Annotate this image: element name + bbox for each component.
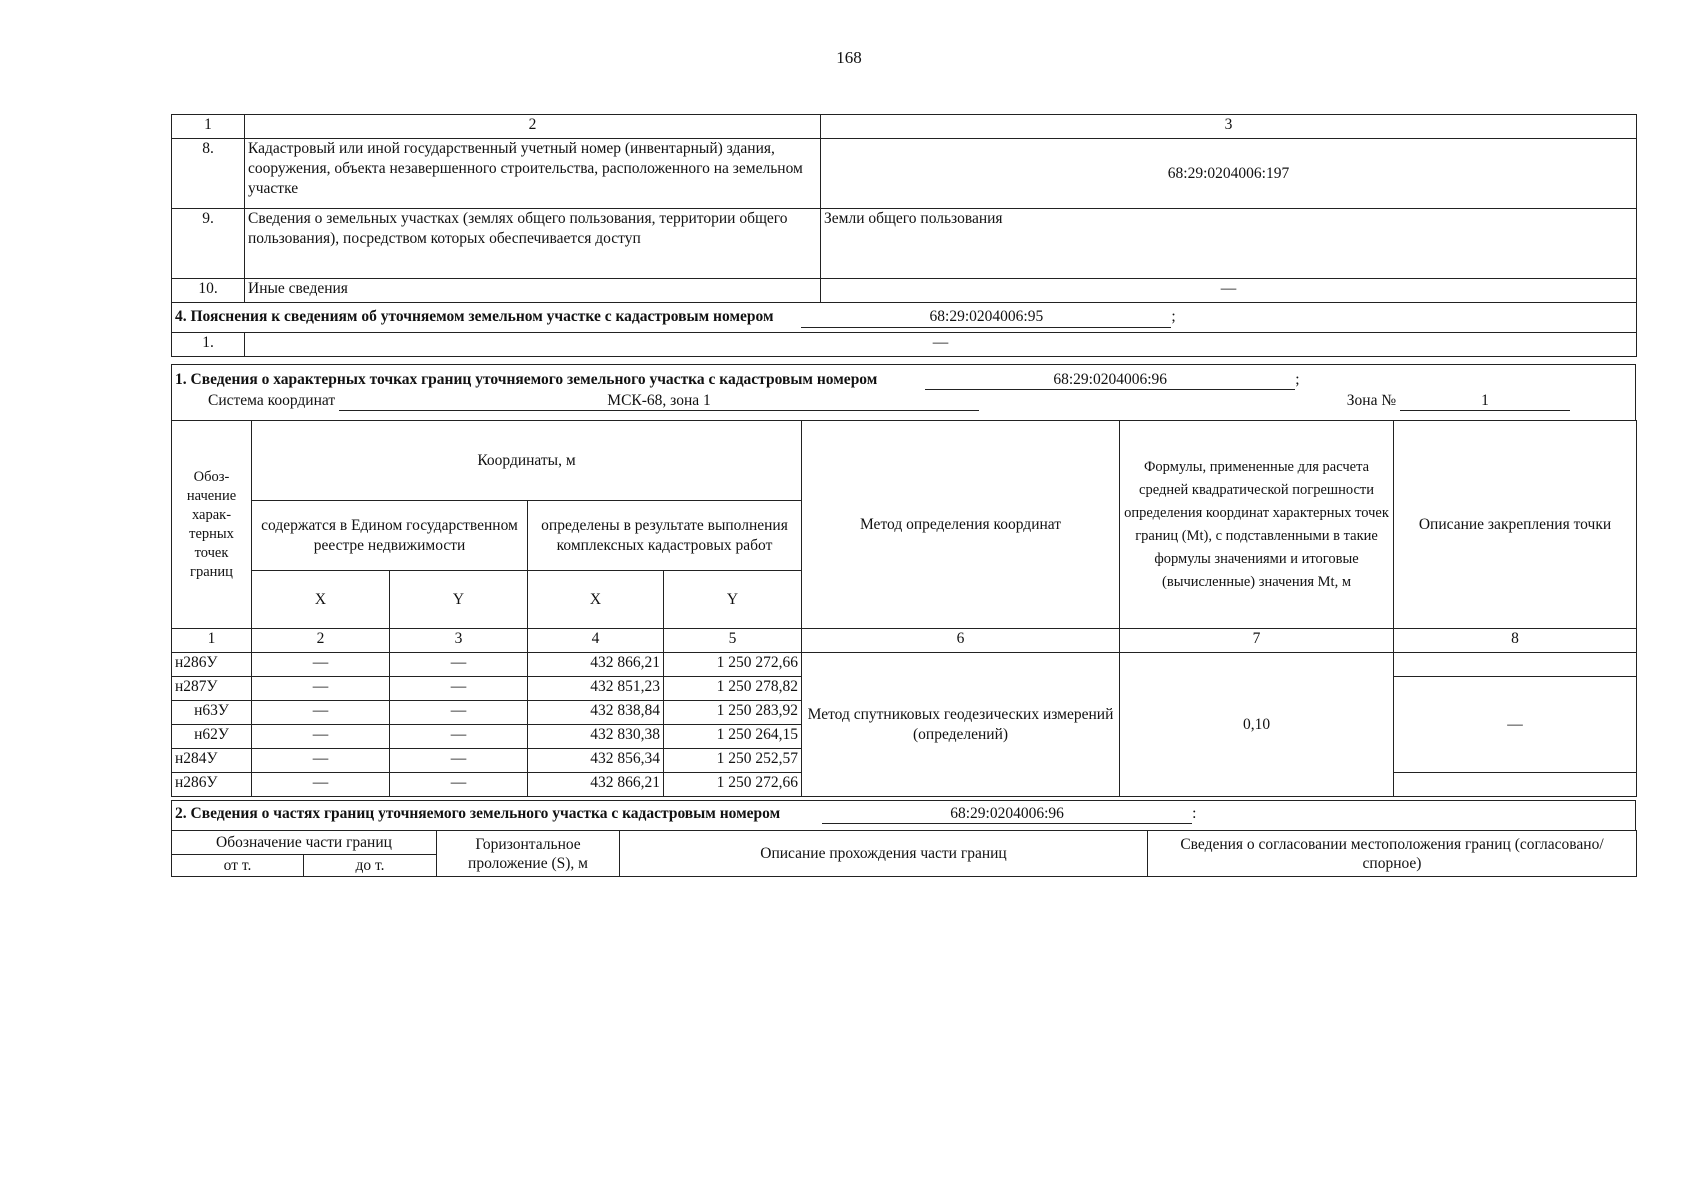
col-number: 3 — [390, 629, 528, 653]
coord-system-value: МСК-68, зона 1 — [339, 392, 979, 411]
kkr-x: 432 856,34 — [528, 749, 664, 773]
section2-title: 2. Сведения о частях границ уточняемого земельного участка с кадастровым номером — [175, 805, 781, 822]
egrn-x: — — [252, 677, 390, 701]
header-agreement: Сведения о согласовании местоположения границ (согласовано/спорное) — [1148, 831, 1637, 877]
header-egrn: содержатся в Едином государственном реестре недвижимости — [252, 501, 528, 571]
col-number: 4 — [528, 629, 664, 653]
row-number: 10. — [172, 279, 245, 303]
table-row — [172, 279, 1637, 303]
section4-title: 4. Пояснения к сведениям об уточняемом земельном участке с кадастровым номером — [175, 308, 774, 325]
point-name: н287У — [172, 677, 252, 701]
row-label: Иные сведения — [245, 279, 821, 303]
header-y: Y — [664, 571, 802, 629]
section1-title: 1. Сведения о характерных точках границ уточняемого земельного участка с кадастровым номером — [175, 371, 878, 388]
kkr-x: 432 851,23 — [528, 677, 664, 701]
row-label: Кадастровый или иной государственный учетный номер (инвентарный) здания, сооружения, объекта незавершенного строительства, расположенного на земельном участке — [245, 139, 821, 209]
kkr-y: 1 250 264,15 — [664, 725, 802, 749]
egrn-x: — — [252, 653, 390, 677]
point-name: н62У — [172, 725, 252, 749]
col-header-1: 1 — [172, 115, 245, 139]
egrn-x: — — [252, 773, 390, 797]
egrn-x: — — [252, 701, 390, 725]
row-number: 1. — [172, 333, 245, 357]
point-name: н286У — [172, 773, 252, 797]
header-horizontal: Горизонтальное проложение (S), м — [437, 831, 620, 877]
section1-header — [171, 364, 1636, 420]
col-header-3: 3 — [821, 115, 1637, 139]
row-label: Сведения о земельных участках (землях общего пользования, территории общего пользования), посредством которых обеспечивается доступ — [245, 209, 821, 279]
kkr-x: 432 838,84 — [528, 701, 664, 725]
point-name: н284У — [172, 749, 252, 773]
egrn-y: — — [390, 677, 528, 701]
kkr-x: 432 866,21 — [528, 773, 664, 797]
section4-cadastral-number: 68:29:0204006:95 — [801, 307, 1171, 328]
boundary-parts-table — [171, 830, 1637, 877]
row-number: 8. — [172, 139, 245, 209]
section4-row — [172, 333, 1637, 357]
boundary-points-table — [171, 420, 1637, 797]
method-cell: Метод спутниковых геодезических измерений (определений) — [802, 653, 1120, 797]
section4-title-row — [172, 303, 1637, 333]
egrn-x: — — [252, 749, 390, 773]
kkr-y: 1 250 272,66 — [664, 773, 802, 797]
col-number: 1 — [172, 629, 252, 653]
header-formula: Формулы, примененные для расчета средней квадратической погрешности определения координат характерных точек границ (Mt), с подставленными в такие формулы значениями и итоговые (вычисленные) значения Mt, м — [1120, 421, 1394, 629]
header-x: X — [252, 571, 390, 629]
section4-tail: ; — [1171, 308, 1176, 325]
egrn-y: — — [390, 701, 528, 725]
row-value: 68:29:0204006:197 — [821, 139, 1637, 209]
egrn-y: — — [390, 749, 528, 773]
header-part-designation: Обозначение части границ — [172, 831, 437, 855]
header-method: Метод определения координат — [802, 421, 1120, 629]
header-to-point: до т. — [304, 855, 437, 877]
kkr-y: 1 250 272,66 — [664, 653, 802, 677]
point-name: н286У — [172, 653, 252, 677]
column-number-row — [172, 629, 1637, 653]
header-point-designation: Обоз-начение харак-терных точек границ — [172, 421, 252, 629]
section2-tail: : — [1192, 805, 1197, 822]
zone-label: Зона № — [1346, 392, 1397, 409]
egrn-x: — — [252, 725, 390, 749]
kkr-x: 432 830,38 — [528, 725, 664, 749]
kkr-y: 1 250 278,82 — [664, 677, 802, 701]
col-number: 2 — [252, 629, 390, 653]
row-number: 9. — [172, 209, 245, 279]
table-row — [172, 653, 1637, 677]
col-header-2: 2 — [245, 115, 821, 139]
col-number: 8 — [1394, 629, 1637, 653]
kkr-y: 1 250 252,57 — [664, 749, 802, 773]
point-name: н63У — [172, 701, 252, 725]
header-x: X — [528, 571, 664, 629]
table-row — [172, 139, 1637, 209]
col-number: 5 — [664, 629, 802, 653]
mt-cell: 0,10 — [1120, 653, 1394, 797]
egrn-y: — — [390, 725, 528, 749]
row-value: — — [245, 333, 1637, 357]
point-description: — — [1394, 677, 1637, 773]
row-value: Земли общего пользования — [821, 209, 1637, 279]
coord-system-label: Система координат — [208, 392, 336, 409]
kkr-x: 432 866,21 — [528, 653, 664, 677]
section1-cadastral-number: 68:29:0204006:96 — [925, 371, 1295, 390]
section2-header — [171, 800, 1636, 830]
parcel-info-table — [171, 114, 1637, 357]
egrn-y: — — [390, 773, 528, 797]
col-number: 6 — [802, 629, 1120, 653]
header-point-description: Описание закрепления точки — [1394, 421, 1637, 629]
egrn-y: — — [390, 653, 528, 677]
header-from-point: от т. — [172, 855, 304, 877]
kkr-y: 1 250 283,92 — [664, 701, 802, 725]
zone-value: 1 — [1400, 392, 1570, 411]
col-number: 7 — [1120, 629, 1394, 653]
header-y: Y — [390, 571, 528, 629]
table-header-row — [172, 115, 1637, 139]
section2-cadastral-number: 68:29:0204006:96 — [822, 805, 1192, 824]
table-row — [172, 209, 1637, 279]
header-kkr: определены в результате выполнения комплексных кадастровых работ — [528, 501, 802, 571]
page-number: 168 — [836, 48, 862, 67]
row-value: — — [821, 279, 1637, 303]
header-coordinates: Координаты, м — [252, 421, 802, 501]
section1-tail: ; — [1295, 371, 1300, 388]
header-description: Описание прохождения части границ — [620, 831, 1148, 877]
